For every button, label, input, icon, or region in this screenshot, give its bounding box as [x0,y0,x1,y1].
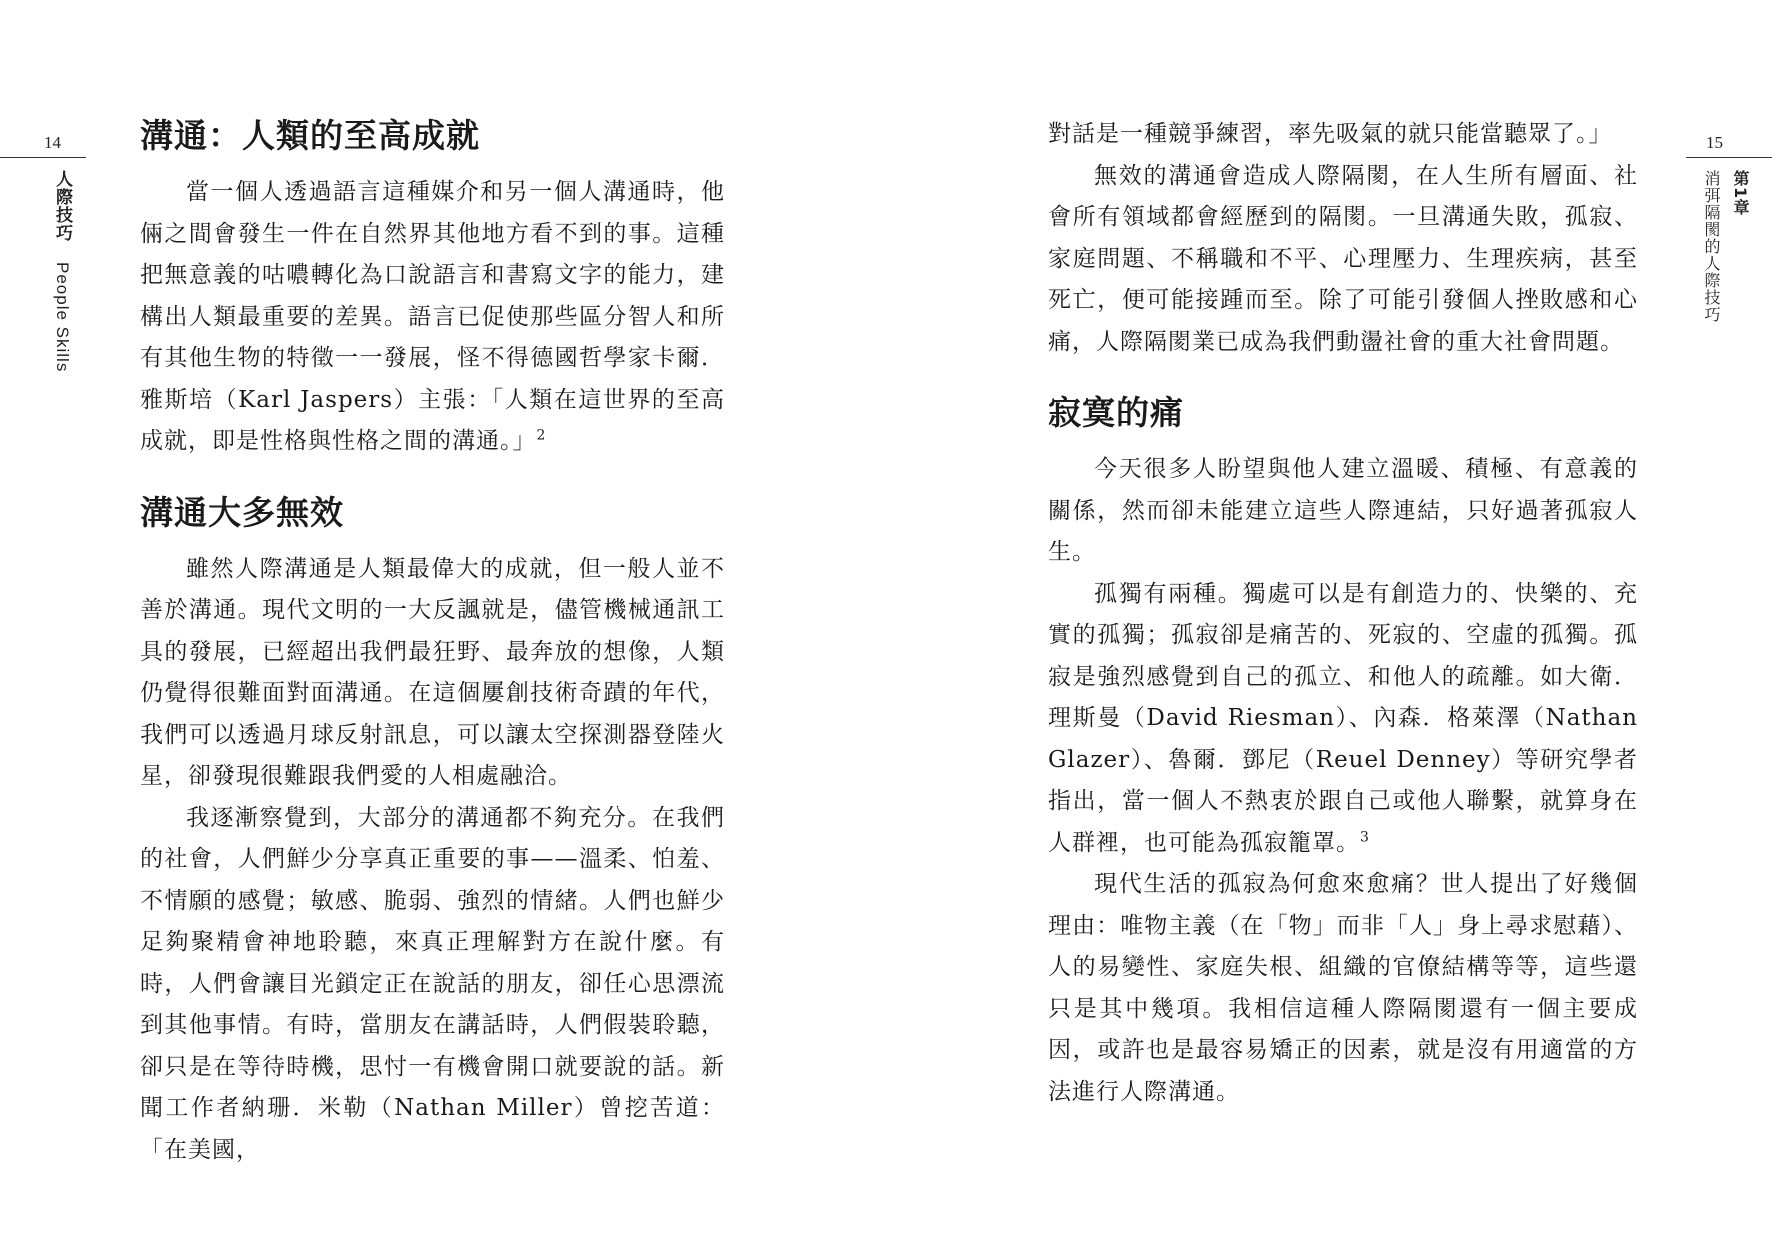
section-heading: 寂寞的痛 [1048,393,1184,432]
footnote-marker: 3 [1360,828,1370,845]
paragraph: 現代生活的孤寂為何愈來愈痛？世人提出了好幾個理由：唯物主義（在「物」而非「人」身上尋求慰藉）、人的易變性、家庭失根、組織的官僚結構等等，這些還只是其中幾項。我相信這種人際隔閡還有一個主要成因，或許也是最容易矯正的因素，就是沒有用適當的方法進行人際溝通。 [1048,871,1638,1105]
paragraph: 當一個人透過語言這種媒介和另一個人溝通時，他倆之間會發生一件在自然界其他地方看不到的事。這種把無意義的咕噥轉化為口說語言和書寫文字的能力，建構出人類最重要的差異。語言已促使那些區分智人和所有其他生物的特徵一一發展，怪不得德國哲學家卡爾．雅斯培（Karl Jaspers）主張：「人類在這世界的至高成就，即是性格與性格之間的溝通。」$^2$ [140,179,725,454]
page-number-right: 15 [1706,133,1723,152]
running-head-title-cn: 人際技巧 [52,170,72,242]
header-rule-right [1686,157,1772,158]
left-text-column [140,110,725,1171]
running-head-title-en: People Skills [53,262,72,373]
paragraph: 無效的溝通會造成人際隔閡，在人生所有層面、社會所有領域都會經歷到的隔閡。一旦溝通失敗，孤寂、家庭問題、不稱職和不平、心理壓力、生理疾病，甚至死亡，便可能接踵而至。除了可能引發個人挫敗感和心痛，人際隔閡業已成為我們動盪社會的重大社會問題。 [1048,162,1638,355]
header-rule-left [0,157,86,158]
right-text-column [1048,114,1638,1113]
running-head-left [50,170,75,373]
right-page [886,0,1772,1240]
running-head-chapter-title: 消弭隔閡的人際技巧 [1702,170,1721,323]
page-number-left: 14 [44,133,61,152]
paragraph: 孤獨有兩種。獨處可以是有創造力的、快樂的、充實的孤獨；孤寂卻是痛苦的、死寂的、空虛的孤獨。孤寂是強烈感覺到自己的孤立、和他人的疏離。如大衛．理斯曼（David Riesman）、內森．格萊澤（Nathan Glazer）、魯爾．鄧尼（Reuel Denney）等研究學者指出，當一個人不熱衷於跟自己或他人聯繫，就算身在人群裡，也可能為孤寂籠罩。$^3$ [1048,580,1638,856]
continued-paragraph: 對話是一種競爭練習，率先吸氣的就只能當聽眾了。」 [1048,121,1613,147]
paragraph: 我逐漸察覺到，大部分的溝通都不夠充分。在我們的社會，人們鮮少分享真正重要的事——溫柔、怕羞、不情願的感覺；敏感、脆弱、強烈的情緒。人們也鮮少足夠聚精會神地聆聽，來真正理解對方在說什麼。有時，人們會讓目光鎖定正在說話的朋友，卻任心思漂流到其他事情。有時，當朋友在講話時，人們假裝聆聽，卻只是在等待時機，思忖一有機會開口就要說的話。新聞工作者納珊．米勒（Nathan Miller）曾挖苦道：「在美國， [140,804,725,1163]
running-head-chapter: 第1章 [1731,170,1750,217]
footnote-marker: 2 [536,427,547,444]
paragraph: 今天很多人盼望與他人建立溫暖、積極、有意義的關係，然而卻未能建立這些人際連結，只好過著孤寂人生。 [1048,456,1638,565]
section-heading: 溝通：人類的至高成就 [140,116,480,155]
running-head-right [1700,170,1752,323]
section-heading: 溝通大多無效 [140,492,344,532]
paragraph: 雖然人際溝通是人類最偉大的成就，但一般人並不善於溝通。現代文明的一大反諷就是，儘管機械通訊工具的發展，已經超出我們最狂野、最奔放的想像，人類仍覺得很難面對面溝通。在這個屢創技術奇蹟的年代，我們可以透過月球反射訊息，可以讓太空探測器登陸火星，卻發現很難跟我們愛的人相處融洽。 [140,555,725,789]
